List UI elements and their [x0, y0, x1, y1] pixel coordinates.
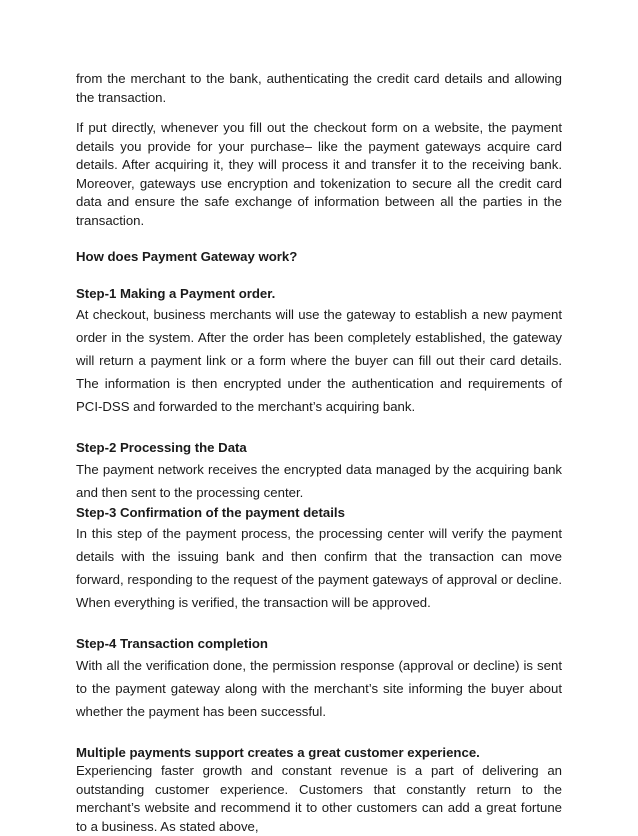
step-2-body: The payment network receives the encrypted data managed by the acquiring bank and then sent to the processing center. — [76, 461, 562, 500]
intro-paragraph: If put directly, whenever you fill out the checkout form on a website, the payment details you provide for your purchase– like the payment gateways acquire card details. After acquiring it, they will process it and transfer it to the receiving bank. Moreover, gateways use encryption and tokenization to secure all the credit card data and ensure the safe exchange of information between all the parties in the transaction. — [76, 120, 562, 228]
spacer — [76, 107, 562, 119]
closing-heading: Multiple payments support creates a great customer experience. — [76, 744, 480, 760]
section-heading: How does Payment Gateway work? — [76, 249, 298, 264]
step-1-title: Step-1 Making a Payment order. — [76, 285, 276, 301]
step-3-title: Step-3 Confirmation of the payment details — [76, 504, 345, 520]
step-4-body: With all the verification done, the permission response (approval or decline) is sent to the payment gateway along with the merchant’s site informing the buyer about whether the payment has been successful. — [76, 657, 562, 719]
step-2-title: Step-2 Processing the Data — [76, 440, 247, 455]
step-3-body: In this step of the payment process, the processing center will verify the payment details with the issuing bank and then confirm that the transaction can move forward, responding to the request of the payment gateways of approval or decline. When everything is verified, the transaction will be approved. — [76, 526, 562, 610]
step-4-title: Step-4 Transaction completion — [76, 636, 268, 651]
spacer — [76, 267, 562, 285]
spacer — [76, 614, 562, 635]
spacer — [76, 418, 562, 439]
document-page — [76, 70, 562, 836]
step-1-body: At checkout, business merchants will use the gateway to establish a new payment order in the system. After the order has been completely established, the gateway will return a payment link or a form where the buyer can fill out their card details. The information is then encrypted under the authentication and requirements of PCI-DSS and forwarded to the merchant’s acquiring bank. — [76, 307, 562, 414]
closing-paragraph: Experiencing faster growth and constant revenue is a part of delivering an outstanding customer experience. Customers that constantly return to the merchant’s website and recommend it to other customers can add a great fortune to a business. As stated above, — [76, 763, 562, 834]
spacer — [76, 723, 562, 744]
spacer — [76, 230, 562, 248]
intro-continuation-paragraph: from the merchant to the bank, authenticating the credit card details and allowing the transaction. — [76, 71, 562, 105]
